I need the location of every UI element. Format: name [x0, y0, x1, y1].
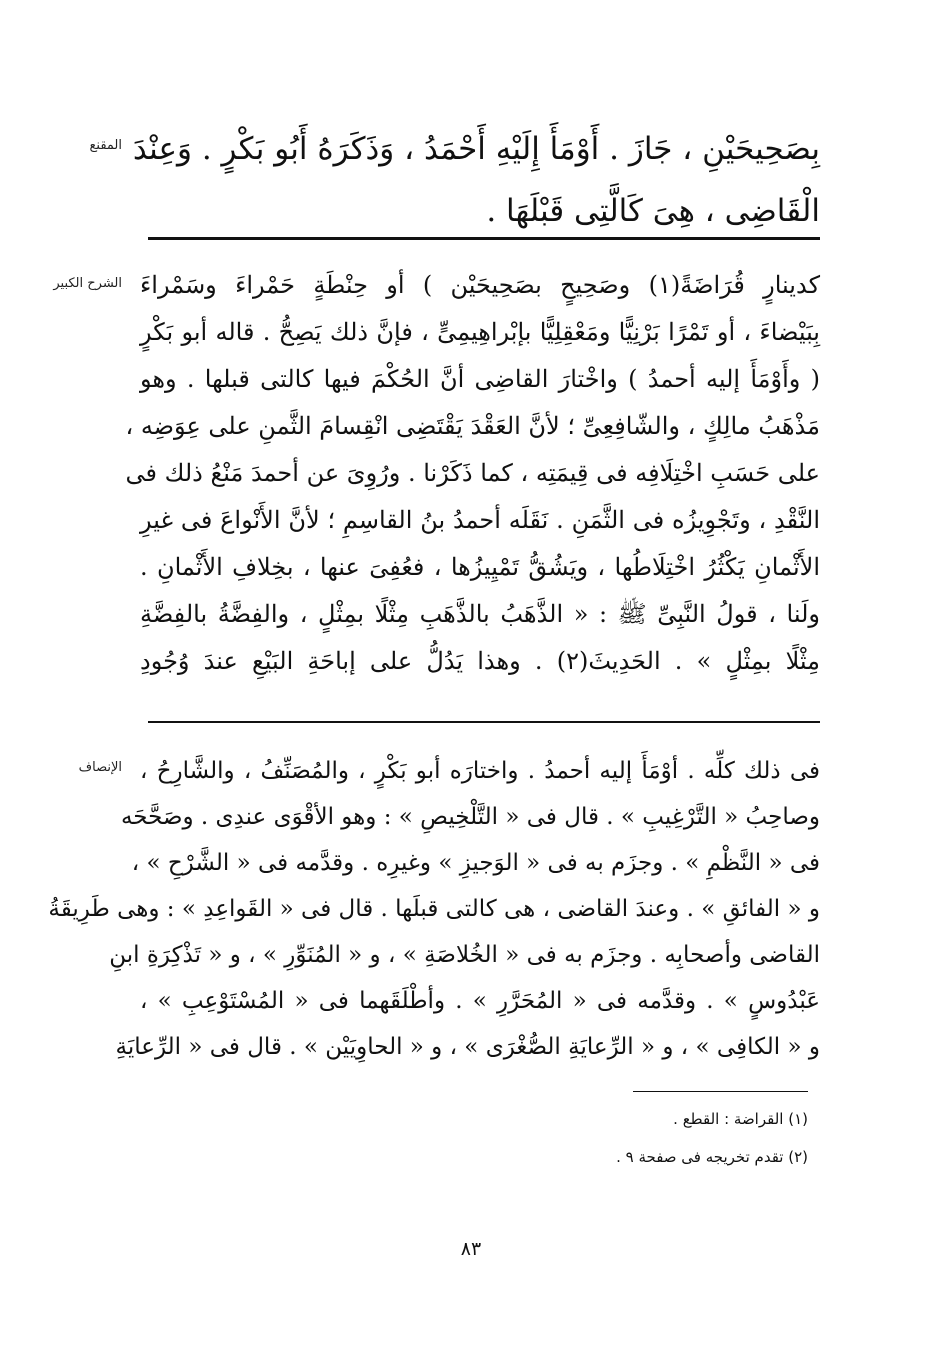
section-label-mughni: المقنع — [89, 138, 122, 153]
mughni-line: بِصَحِيحَيْنِ ، جَازَ . أَوْمَأَ إِلَيْهِ أَحْمَدُ ، وَذَكَرَهُ أَبُو بَكْرٍ . وَعِنْدَ — [132, 131, 820, 167]
sharh-line: مَذْهَبُ مالِكٍ ، والشّافِعِىِّ ؛ لأنَّ العَقْدَ يَقْتَضِى انْقِسامَ الثَّمنِ على عِوَضِه ، — [125, 412, 820, 440]
insaf-line: وصاحِبُ « التَّرْغِيبِ » . قال فى « التَّلْخِيصِ » : وهو الأقْوَى عندِى . وصَحَّحَه — [120, 804, 820, 830]
section-divider-thick — [148, 237, 820, 240]
footnote-1: (١) القراضة : القطع . — [673, 1110, 808, 1128]
mughni-line: الْقَاضِى ، هِىَ كَالَّتِى قَبْلَهَا . — [486, 193, 820, 229]
section-label-insaf: الإنصاف — [78, 760, 122, 775]
sharh-line: مِثْلًا بمِثْلٍ » . الحَدِيثَ(٢) . وهذا يَدُلُّ على إباحَةِ البَيْعِ عندَ وُجُودِ — [140, 647, 821, 675]
insaf-line: القاضى وأصحابِه . وجزَم به فى « الخُلاصَةِ » ، و « المُنَوِّرِ » ، و « تَذْكِرَةِ ابنِ — [109, 942, 820, 968]
sharh-line: كدينارٍ قُرَاضَةً(١) وصَحِيحٍ بصَحِيحَيْن ) أو حِنْطَةٍ حَمْراءَ وسَمْراءَ — [140, 271, 821, 299]
page-number: ٨٣ — [460, 1238, 482, 1260]
insaf-line: و « الفائقِ » . وعندَ القاضى ، هى كالتى قبلَها . قال فى « القَواعِدِ » : وهى طَرِيقَةُ — [48, 896, 820, 922]
sharh-line: بِبَيْضاءَ ، أو تَمْرًا بَرْنِيًّا ومَعْقِلِيًّا بإبْراهِيمِىٍّ ، فإنَّ ذلك يَصِحُّ . قاله أبو بَكْرٍ — [140, 318, 820, 346]
section-label-sharh: الشرح الكبير — [53, 276, 122, 291]
insaf-line: فى ذلك كلِّه . أوْمَأَ إليه أحمدُ . واختارَه أبو بَكْرٍ ، والمُصَنِّفُ ، والشَّارِحُ ، — [140, 758, 820, 784]
insaf-line: عَبْدُوسٍ » . وقدَّمه فى « المُحَرَّرِ » . وأطْلَقَهما فى « المُسْتَوْعِبِ » ، — [140, 988, 820, 1014]
sharh-line: الأَثْمانِ يَكْثُرُ اخْتِلَاطُها ، ويَشُقُّ تَمْيِيزُها ، فعُفِىَ عنها ، بخِلافِ الأَثْمانِ . — [140, 553, 820, 581]
sharh-line: ( وأَوْمَأَ إليه أحمدُ ) واخْتارَ القاضِى أنَّ الحُكْمَ فيها كالتى قبلها . وهو — [140, 365, 820, 393]
sharh-text — [125, 262, 821, 685]
insaf-line: فى « النَّظْمِ » . وجزَم به فى « الوَجيزِ » وغيرِه . وقدَّمه فى « الشَّرْحِ » ، — [131, 850, 820, 876]
footnote-separator — [633, 1091, 808, 1092]
sharh-line: على حَسَبِ اخْتِلَافِه فى قِيمَتِه ، كما ذَكَرْنا . ورُوِىَ عن أحمدَ مَنْعُ ذلك فى — [125, 459, 820, 487]
footnote-2: (٢) تقدم تخريجه فى صفحة ٩ . — [616, 1148, 808, 1166]
insaf-line: و « الكافِى » ، و « الرِّعايَةِ الصُّغْرَى » ، و « الحاوِيَيْن » . قال فى « الرِّعايَةِ — [115, 1034, 820, 1060]
section-divider-thin — [148, 721, 820, 723]
mughni-text — [132, 118, 820, 242]
sharh-line: ولَنا ، قولُ النَّبِىِّ ﷺ : « الذَّهَبُ بالذَّهَبِ مِثْلًا بمِثْلٍ ، والفِضَّةُ بالفِضَّةِ — [140, 600, 820, 628]
sharh-line: النَّقْدِ ، وتَجْوِيزُه فى الثَّمَنِ . نَقَلَه أحمدُ بنُ القاسِمِ ؛ لأنَّ الأَنْواعَ فى غيرِ — [140, 506, 820, 534]
